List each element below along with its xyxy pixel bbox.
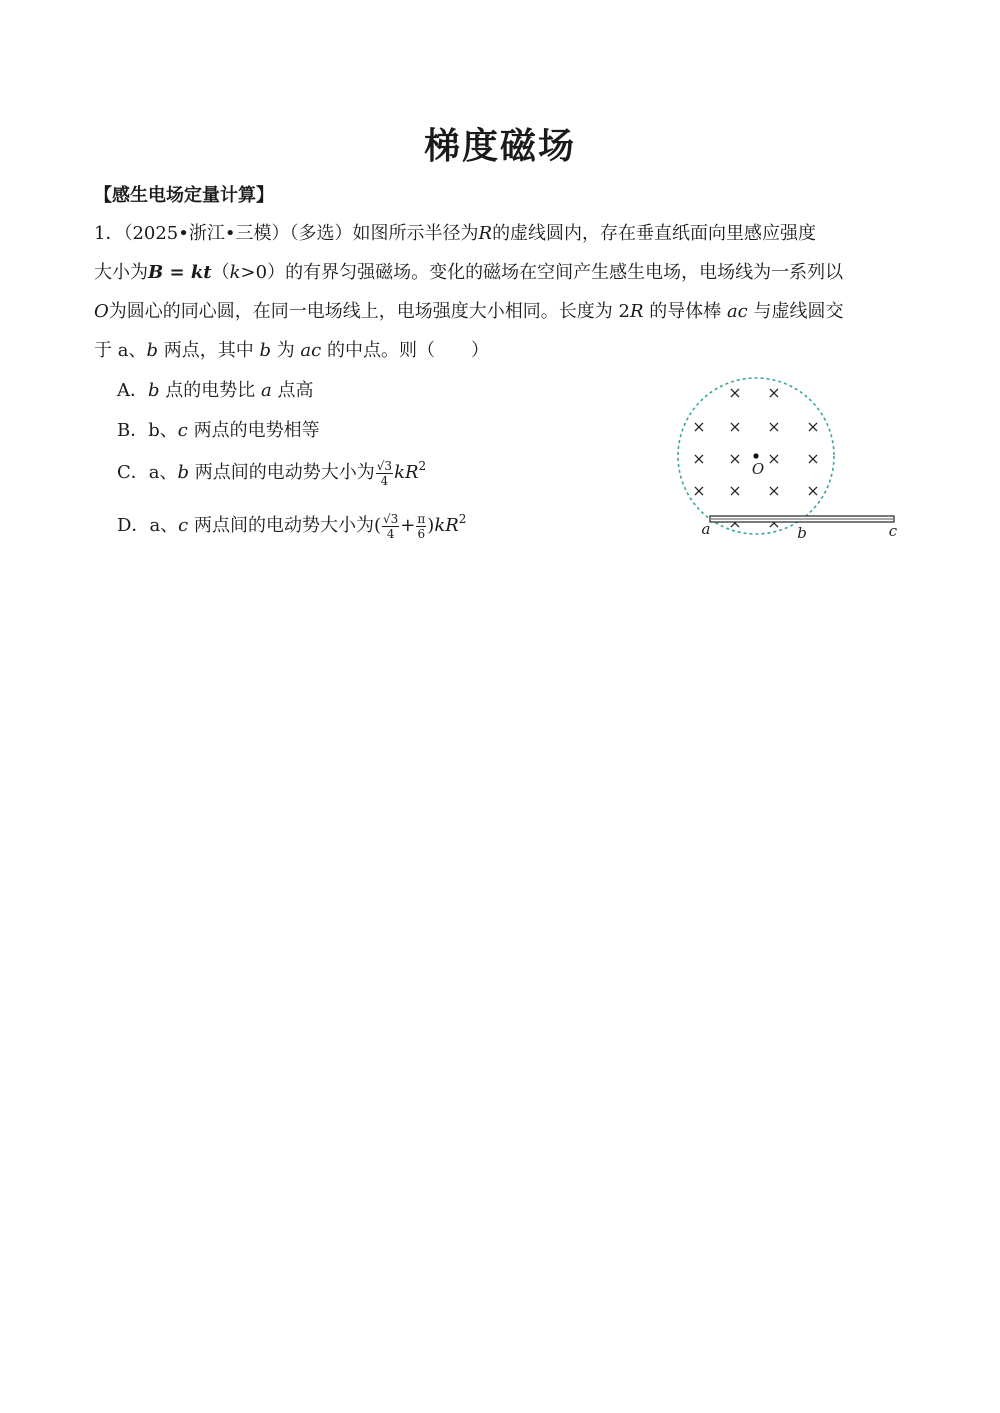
- field-cross-icon: ×: [767, 449, 781, 468]
- fraction-sqrt3-over-4: [382, 512, 399, 541]
- page-title: 梯度磁场: [423, 126, 576, 167]
- variable-b: b: [177, 462, 190, 483]
- option-label: C．: [117, 462, 149, 483]
- fraction-numerator: π: [417, 511, 426, 526]
- variable-k: k: [229, 262, 241, 283]
- option-b[interactable]: [117, 416, 320, 442]
- fraction-sqrt3-over-4: [376, 459, 393, 488]
- plus-sign: +: [400, 515, 416, 536]
- variable-R: R: [629, 301, 644, 322]
- center-label: O: [751, 460, 765, 478]
- option-text: a、: [149, 515, 179, 536]
- field-cross-icon: ×: [728, 383, 742, 402]
- fraction-numerator: √3: [383, 511, 399, 526]
- formula-kR: kR: [434, 515, 459, 536]
- fraction-denominator: 4: [386, 526, 395, 541]
- field-cross-icon: ×: [692, 449, 706, 468]
- fraction-denominator: 6: [417, 526, 426, 541]
- option-a[interactable]: [117, 376, 313, 402]
- question-text: 的中点。则（ ）: [321, 340, 489, 361]
- question-text: 两点，其中: [157, 340, 260, 361]
- option-c[interactable]: [117, 458, 426, 488]
- point-label-b: b: [797, 524, 807, 542]
- section-heading: 【感生电场定量计算】: [94, 185, 274, 206]
- option-text: 点高: [271, 380, 314, 401]
- variable-a: a: [260, 380, 272, 401]
- field-cross-icon: ×: [806, 449, 820, 468]
- question-text: 为: [270, 340, 301, 361]
- question-text: （: [211, 262, 230, 283]
- fraction-pi-over-6: [416, 512, 426, 541]
- option-label: A．: [117, 380, 148, 401]
- question-text: 为圆心的同心圆，在同一电场线上，电场强度大小相同。长度为 2: [108, 301, 630, 322]
- field-cross-icon: ×: [767, 417, 781, 436]
- field-cross-icon: ×: [767, 383, 781, 402]
- variable-b: b: [148, 380, 160, 401]
- question-text: 于 a、: [94, 340, 147, 361]
- fraction-denominator: 4: [380, 473, 389, 488]
- point-label-a: a: [701, 520, 711, 538]
- center-point: [753, 453, 758, 458]
- question-line-2: [94, 253, 914, 292]
- field-cross-icon: ×: [692, 481, 706, 500]
- question-stem: [94, 214, 914, 370]
- close-paren: ): [427, 515, 435, 536]
- question-text: 的虚线圆内，存在垂直纸面向里感应强度: [492, 223, 817, 244]
- variable-b: b: [146, 340, 158, 361]
- question-number: 1．: [94, 223, 124, 244]
- exponent: 2: [418, 459, 427, 473]
- point-label-c: c: [888, 522, 898, 540]
- option-text: 两点的电势相等: [187, 420, 320, 441]
- question-line-3: [94, 292, 914, 331]
- question-text: 大小为: [94, 262, 148, 283]
- question-text: >0）的有界匀强磁场。变化的磁场在空间产生感生电场，电场线为一系列以: [240, 262, 844, 283]
- option-text: 两点间的电动势大小为: [189, 462, 375, 483]
- variable-b: b: [259, 340, 271, 361]
- field-cross-icon: ×: [806, 417, 820, 436]
- question-text: 如图所示半径为: [352, 223, 479, 244]
- variable-O: O: [94, 301, 109, 322]
- option-text: 两点间的电动势大小为(: [188, 515, 382, 536]
- question-text: 与虚线圆交: [747, 301, 844, 322]
- option-text: a、: [148, 462, 178, 483]
- option-text: 点的电势比: [159, 380, 261, 401]
- field-cross-icon: ×: [806, 481, 820, 500]
- formula-B-kt: B = kt: [148, 262, 212, 283]
- field-cross-icon: ×: [767, 481, 781, 500]
- question-line-4: [94, 331, 914, 370]
- question-text: 的导体棒: [643, 301, 727, 322]
- formula-kR: kR: [394, 462, 419, 483]
- variable-c: c: [178, 515, 189, 536]
- option-text: b、: [148, 420, 178, 441]
- option-label: D．: [117, 515, 150, 536]
- variable-ac: ac: [300, 340, 322, 361]
- field-cross-icon: ×: [728, 449, 742, 468]
- field-cross-icon: ×: [728, 417, 742, 436]
- field-cross-icon: ×: [692, 417, 706, 436]
- fraction-numerator: √3: [376, 458, 393, 473]
- option-label: B．: [117, 420, 149, 441]
- option-d[interactable]: [117, 511, 466, 541]
- question-source: （2025•浙江•三模）（多选）: [123, 223, 353, 244]
- question-line-1: [94, 214, 914, 253]
- variable-ac: ac: [726, 301, 748, 322]
- variable-c: c: [177, 420, 188, 441]
- variable-R: R: [478, 223, 493, 244]
- field-cross-icon: ×: [728, 481, 742, 500]
- exponent: 2: [458, 512, 467, 526]
- magnetic-field-diagram: [660, 370, 920, 550]
